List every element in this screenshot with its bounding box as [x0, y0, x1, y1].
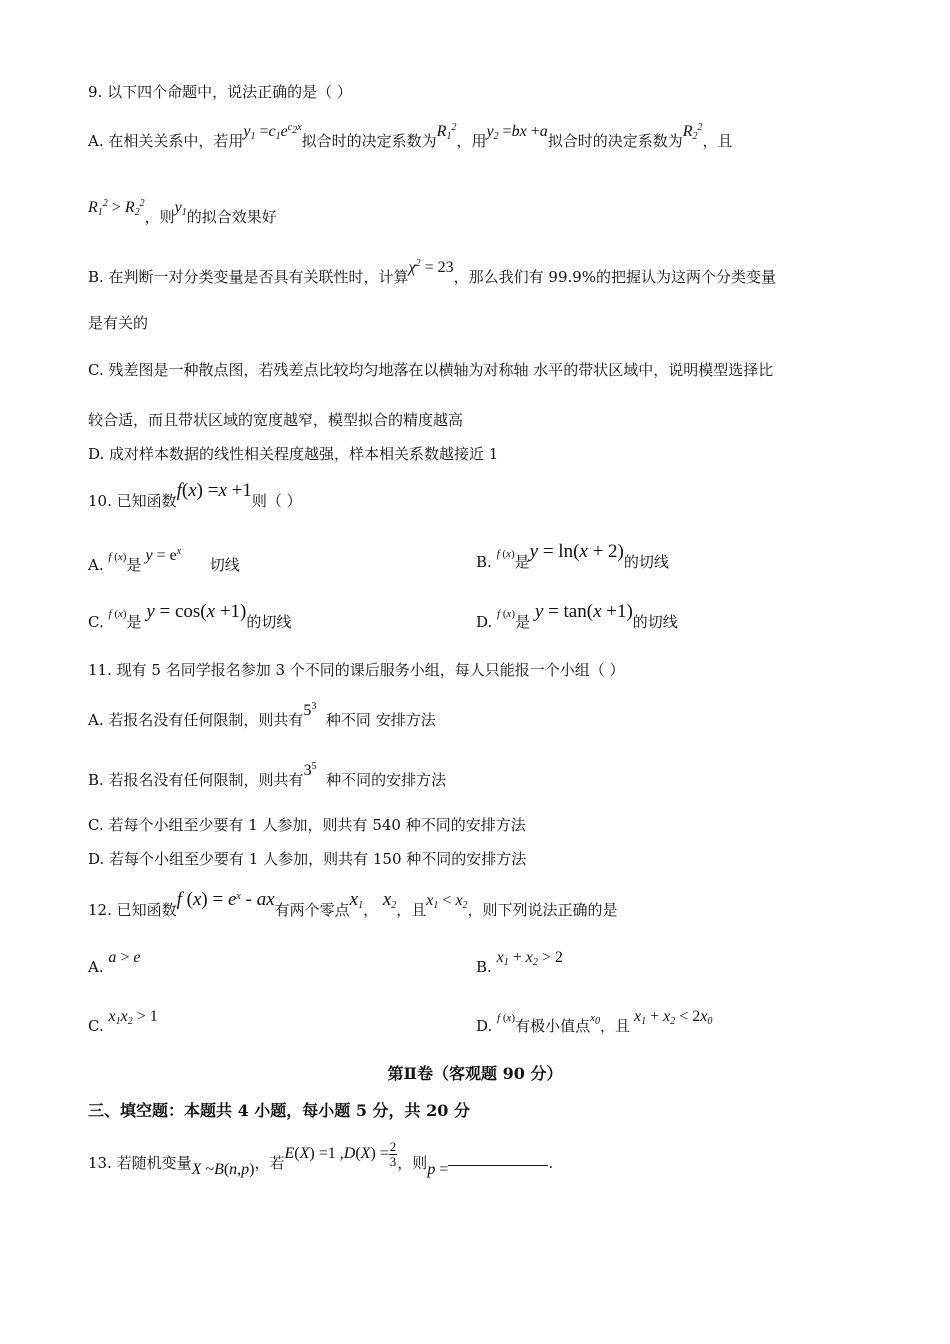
q9-a-text2: 拟合时的决定系数为 — [301, 132, 437, 150]
q11-option-c: C. 若每个小组至少要有 1 人参加，则共有 540 种不同的安排方法 — [88, 816, 526, 834]
q9-option-d: D. 成对样本数据的线性相关程度越强，样本相关系数越接近 1 — [88, 445, 499, 463]
q12-stem-text3: ， — [363, 901, 379, 919]
q9-a-formula-y1b: $y_1$ — [174, 199, 187, 218]
q12-option-b — [476, 949, 563, 983]
q11-stem: 11. 现有 5 名同学报名参加 3 个不同的课后服务小组，每人只能报一个小组（ ） — [88, 661, 625, 679]
q10-c-label: C. — [88, 613, 104, 631]
q12-stem-text2: 有两个零点 — [274, 901, 350, 919]
q10-option-c — [88, 601, 292, 634]
q10-b-fx: f (x) — [496, 548, 515, 560]
q12-option-d — [476, 1008, 713, 1042]
q10-c-formula: y = cos(x +1) — [141, 601, 247, 622]
q13-stem-text1: 13. 若随机变量 — [88, 1154, 192, 1173]
q11-a-text1: A. 若报名没有任何限制，则共有 — [88, 711, 304, 729]
q12-d-fx: f (x) — [497, 1012, 516, 1024]
q12-a-formula: a > e — [108, 949, 141, 966]
q10-a-is: 是 — [126, 556, 142, 574]
q10-d-fx: f (x) — [497, 608, 516, 620]
q9-a-formula-compare: $R_1^2 > R_2^2$ — [88, 198, 145, 218]
q10-d-text: 的切线 — [632, 613, 678, 631]
q10-option-a — [88, 546, 240, 577]
q12-d-label: D. — [476, 1017, 493, 1035]
q10-option-b — [476, 541, 669, 574]
part-three-heading: 三、填空题：本题共 4 小题，每小题 5 分，共 20 分 — [88, 1101, 470, 1120]
q9-option-c-line2: 较合适，而且带状区域的宽度越窄，模型拟合的精度越高 — [88, 411, 464, 429]
q10-d-label: D. — [476, 613, 493, 631]
q9-option-c-line1: C. 残差图是一种散点图，若残差点比较均匀地落在以横轴为对称轴 水平的带状区域中，说明模型选择比 — [88, 361, 774, 379]
q13-formula-p: p = — [427, 1161, 449, 1179]
q10-stem — [88, 480, 302, 511]
q12-b-label: B. — [476, 958, 492, 976]
q11-b-text2: 种不同的安排方法 — [326, 771, 447, 789]
q9-a-text3: ，用 — [456, 132, 487, 150]
q11-option-b — [88, 761, 447, 791]
q12-d-text2: ，且 — [600, 1017, 631, 1035]
q10-stem-text1: 10. 已知函数 — [88, 492, 177, 510]
q9-a-text5: ，且 — [702, 132, 733, 150]
q9-a-formula-y1: $y_1 =c_1e^{c_2x}$ — [243, 122, 302, 142]
q9-b-formula-chi: $\chi^2 = 23$ — [408, 258, 454, 276]
q10-b-formula: y = ln(x + 2) — [529, 541, 624, 562]
q12-formula-x1: $x_1$ — [349, 889, 364, 911]
q10-option-d — [476, 601, 678, 634]
q11-b-text1: B. 若报名没有任何限制，则共有 — [88, 771, 304, 789]
q13-formula-x-binomial: X ~B(n,p) — [191, 1161, 255, 1179]
q12-d-text1: 有极小值点 — [515, 1017, 591, 1035]
q12-c-formula: $x_1x_2 > 1$ — [108, 1008, 158, 1027]
q9-b-text1: B. 在判断一对分类变量是否具有关联性时，计算 — [88, 268, 409, 286]
q11-b-formula: $3^5$ — [303, 761, 317, 779]
q12-stem-text1: 12. 已知函数 — [88, 901, 177, 919]
q12-option-c — [88, 1008, 158, 1042]
q9-b-text2: ，那么我们有 99.9%的把握认为这两个分类变量 — [453, 268, 777, 286]
q10-c-is: 是 — [126, 613, 142, 631]
q10-b-is: 是 — [514, 553, 530, 571]
q10-a-fx: f (x) — [108, 551, 127, 563]
q13-answer-blank[interactable] — [448, 1153, 548, 1166]
q10-b-text: 的切线 — [623, 553, 669, 571]
q10-a-label: A. — [88, 556, 104, 574]
q9-a-text7: 的拟合效果好 — [186, 208, 277, 226]
q12-d-formula: $x_1 + x_2 < 2x_0$ — [630, 1008, 713, 1027]
section-title: 第Ⅱ卷（客观题 90 分） — [387, 1064, 563, 1083]
q11-a-formula: $5^3$ — [303, 701, 317, 719]
q13-stem — [88, 1139, 554, 1179]
q10-d-is: 是 — [515, 613, 531, 631]
q11-a-text2: 种不同 安排方法 — [325, 711, 436, 729]
q9-option-a-line2 — [88, 198, 277, 233]
q10-b-label: B. — [476, 553, 492, 571]
q13-stem-text3: ，则 — [397, 1154, 428, 1173]
q12-formula-x1-lt-x2: $x_1 < x_2$ — [426, 892, 468, 911]
q12-option-a — [88, 949, 141, 978]
q12-stem — [88, 889, 618, 926]
q9-option-a-line1 — [88, 122, 733, 157]
q12-stem-text4: ，且 — [396, 901, 427, 919]
q12-formula-x2: $x_2$ — [378, 889, 397, 911]
q10-a-formula: $y = e^x$ — [141, 546, 182, 564]
q9-a-formula-r1: $R_1^2$ — [436, 122, 457, 142]
q12-a-label: A. — [88, 958, 104, 976]
q10-formula-fx: f(x) =x +1 — [176, 480, 252, 501]
q10-a-text: 切线 — [209, 556, 240, 574]
q9-a-formula-r2: $R_2^2$ — [682, 122, 703, 142]
q12-formula-fx: f $(x) = e^x$ - ax — [176, 889, 275, 910]
q11-option-a — [88, 701, 436, 731]
q9-option-b-line2: 是有关的 — [88, 314, 149, 332]
q10-c-fx: f (x) — [108, 608, 127, 620]
q9-a-text1: A. 在相关关系中，若用 — [88, 132, 244, 150]
q13-formula-ex-dx: E(X) =1 ,D(X) = $\frac{2}{3}$ — [284, 1139, 397, 1169]
q9-option-b-line1 — [88, 258, 777, 288]
q10-stem-text2: 则（ ） — [251, 492, 302, 510]
q12-b-formula: $x_1 + x_2 > 2$ — [496, 949, 563, 968]
q12-c-label: C. — [88, 1017, 104, 1035]
q10-d-formula: y = tan(x +1) — [530, 601, 633, 622]
q13-stem-text2: ，若 — [254, 1154, 285, 1173]
q9-stem: 9. 以下四个命题中，说法正确的是（ ） — [88, 83, 352, 101]
q9-a-text6: ，则 — [144, 208, 175, 226]
q12-d-x0: x0 — [590, 1012, 600, 1027]
q9-a-formula-y2: $y_2 =bx +a$ — [486, 123, 548, 142]
q11-option-d: D. 若每个小组至少要有 1 人参加，则共有 150 种不同的安排方法 — [88, 850, 527, 868]
q12-stem-text5: ，则下列说法正确的是 — [467, 901, 618, 919]
q13-stem-end: . — [548, 1154, 554, 1173]
q10-c-text: 的切线 — [246, 613, 292, 631]
q9-a-text4: 拟合时的决定系数为 — [547, 132, 683, 150]
